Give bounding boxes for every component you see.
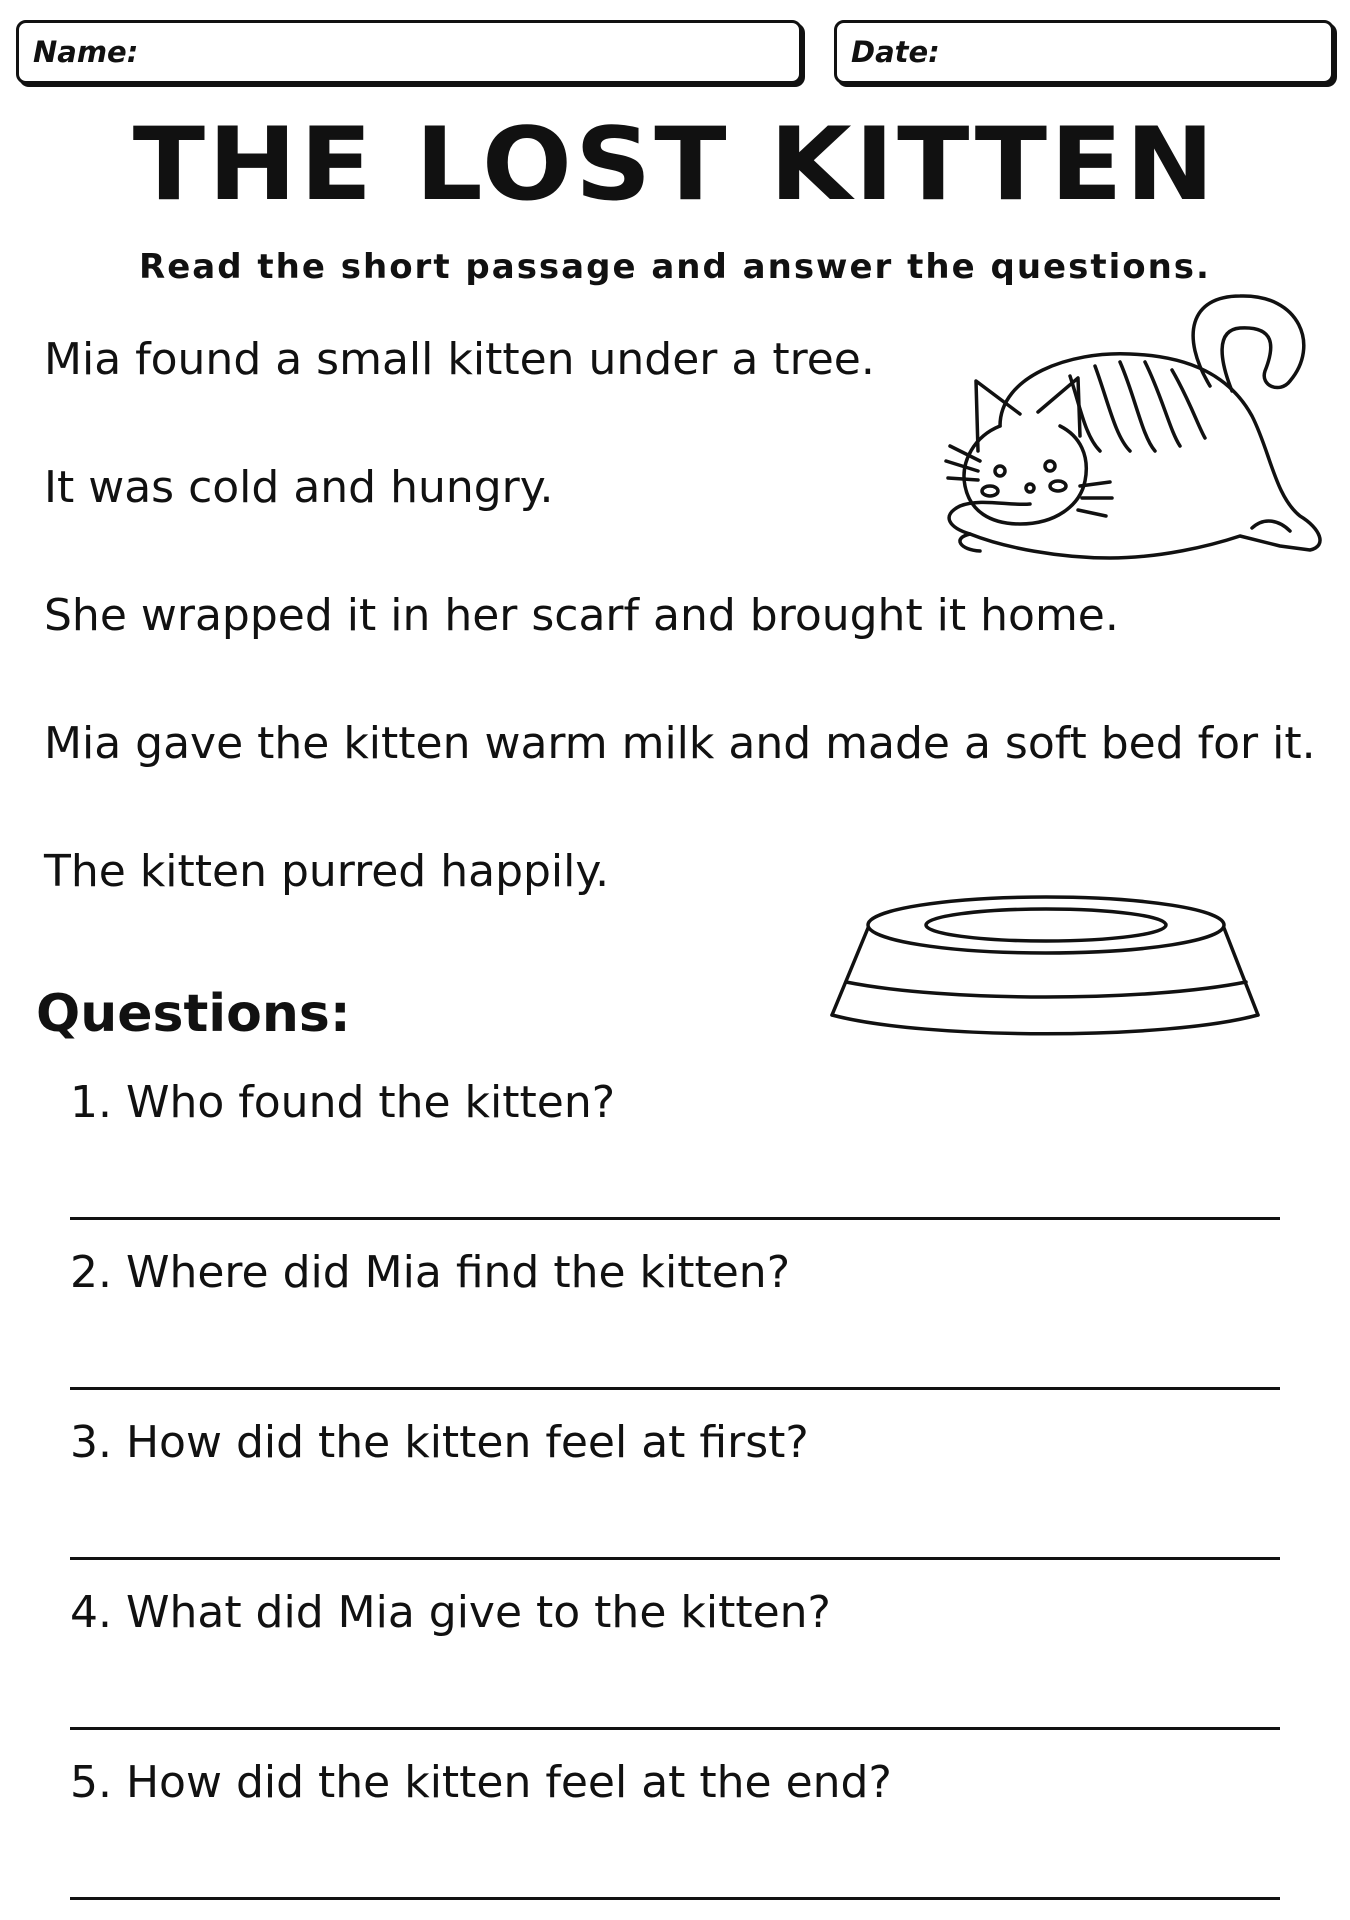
question-4: 4. What did Mia give to the kitten? [70, 1587, 831, 1638]
name-label: Name: [33, 35, 139, 69]
questions-heading: Questions: [36, 984, 351, 1044]
kitten-icon [880, 266, 1340, 576]
answer-line-3[interactable] [70, 1557, 1280, 1560]
passage-line: It was cold and hungry. [44, 462, 554, 513]
date-field[interactable] [834, 20, 1334, 84]
question-1: 1. Who found the kitten? [70, 1077, 616, 1128]
passage-line: Mia found a small kitten under a tree. [44, 334, 875, 385]
question-3: 3. How did the kitten feel at first? [70, 1417, 809, 1468]
answer-line-5[interactable] [70, 1897, 1280, 1900]
bowl-icon [826, 890, 1266, 1060]
question-5: 5. How did the kitten feel at the end? [70, 1757, 892, 1808]
passage-line: She wrapped it in her scarf and brought it home. [44, 590, 1119, 641]
answer-line-2[interactable] [70, 1387, 1280, 1390]
worksheet-title: THE LOST KITTEN [132, 106, 1218, 223]
answer-line-1[interactable] [70, 1217, 1280, 1220]
passage-line: The kitten purred happily. [44, 846, 610, 897]
answer-line-4[interactable] [70, 1727, 1280, 1730]
date-label: Date: [851, 35, 940, 69]
question-2: 2. Where did Mia find the kitten? [70, 1247, 791, 1298]
instructions: Read the short passage and answer the questions. [139, 247, 1211, 287]
name-field[interactable] [16, 20, 802, 84]
passage-line: Mia gave the kitten warm milk and made a soft bed for it. [44, 718, 1316, 769]
